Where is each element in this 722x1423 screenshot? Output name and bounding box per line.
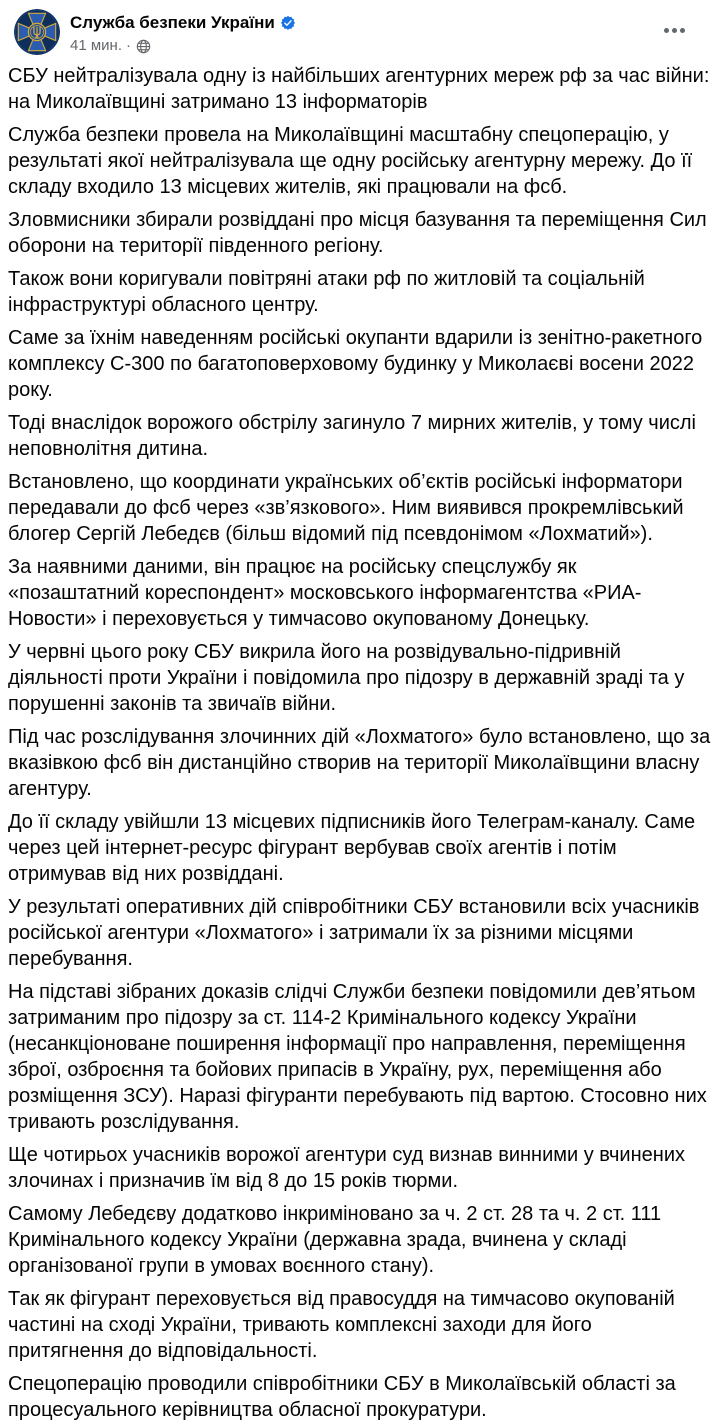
post-body (0, 57, 722, 1423)
page-name[interactable]: Служба безпеки України (70, 13, 275, 32)
post-paragraph: У результаті оперативних дій співробітники СБУ встановили всіх учасників російської агентури «Лохматого» і затримали їх за різними місцями перебування. (8, 896, 700, 970)
more-dot (672, 28, 677, 33)
post-paragraph: Також вони коригували повітряні атаки рф по житловій та соціальній інфраструктурі обласного центру. (8, 268, 645, 316)
post-paragraph: На підставі зібраних доказів слідчі Служби безпеки повідомили дев’ятьом затриманим про підозру за ст. 114-2 Кримінального кодексу України (несанкціоноване поширення інформації про направлення, переміщення зброї, озброєння та бойових припасів в Україну, рух, переміщення або розміщення ЗСУ). Наразі фігуранти перебувають під вартою. Стосовно них тривають розслідування. (8, 981, 707, 1133)
avatar[interactable] (14, 9, 60, 55)
public-globe-icon (136, 39, 151, 54)
post-paragraph: Тоді внаслідок ворожого обстрілу загинуло 7 мирних жителів, у тому числі неповнолітня дитина. (8, 412, 696, 460)
post-paragraph: До її складу увійшли 13 місцевих підписників його Телеграм-каналу. Саме через цей інтернет-ресурс фігурант вербував своїх агентів і потім отримував від них розвіддані. (8, 811, 696, 885)
timestamp[interactable]: 41 мин. (70, 37, 122, 54)
meta-row (70, 37, 296, 55)
post-paragraph: Так як фігурант переховується від правосуддя на тимчасово окупованій частині на сході України, тривають комплексні заходи для його притягнення до відповідальності. (8, 1288, 675, 1362)
post-paragraph: У червні цього року СБУ викрила його на розвідувально-підривній діяльності проти України і повідомила про підозру в державній зраді та у порушенні законів та звичаїв війни. (8, 641, 685, 715)
post-paragraph: СБУ нейтралізувала одну із найбільших агентурних мереж рф за час війни: на Миколаївщині затримано 13 інформаторів (8, 65, 710, 113)
more-options-button[interactable] (654, 16, 694, 44)
header-info (70, 9, 296, 55)
post-paragraph: Саме за їхнім наведенням російські окупанти вдарили із зенітно-ракетного комплексу С-300 по багатоповерховому будинку у Миколаєві восени 2022 року. (8, 327, 703, 401)
post-paragraph: Зловмисники збирали розвіддані про місця базування та переміщення Сил оборони на території південного регіону. (8, 209, 707, 257)
more-dot (664, 28, 669, 33)
post-header (0, 0, 722, 57)
meta-separator: · (126, 37, 131, 54)
post-paragraph: За наявними даними, він працює на російську спецслужбу як «позаштатний кореспондент» московського інформагентства «РИА-Новости» і переховується у тимчасово окупованому Донецьку. (8, 556, 642, 630)
post-paragraph: Служба безпеки провела на Миколаївщині масштабну спецоперацію, у результаті якої нейтралізувала ще одну російську агентурну мережу. До її складу входило 13 місцевих жителів, які працювали на фсб. (8, 124, 693, 198)
sbu-emblem-icon (14, 9, 60, 55)
more-dot (680, 28, 685, 33)
name-row (70, 12, 296, 33)
post-paragraph: Ще чотирьох учасників ворожої агентури суд визнав винними у вчинених злочинах і призначив їм від 8 до 15 років тюрми. (8, 1144, 685, 1192)
post-paragraph: Під час розслідування злочинних дій «Лохматого» було встановлено, що за вказівкою фсб він дистанційно створив на території Миколаївщини власну агентуру. (8, 726, 711, 800)
verified-badge-icon (280, 15, 296, 31)
post-paragraph: Встановлено, що координати українських об’єктів російські інформатори передавали до фсб через «зв’язкового». Ним виявився прокремлівський блогер Сергій Лебедєв (більш відомий під псевдонімом «Лохматий»). (8, 471, 684, 545)
post-paragraph: Самому Лебедєву додатково інкриміновано за ч. 2 ст. 28 та ч. 2 ст. 111 Кримінального кодексу України (державна зрада, вчинена у складі організованої групи в умовах воєнного стану). (8, 1203, 662, 1277)
post-paragraph: Спецоперацію проводили співробітники СБУ в Миколаївській області за процесуального керівництва обласної прокуратури. (8, 1373, 676, 1421)
